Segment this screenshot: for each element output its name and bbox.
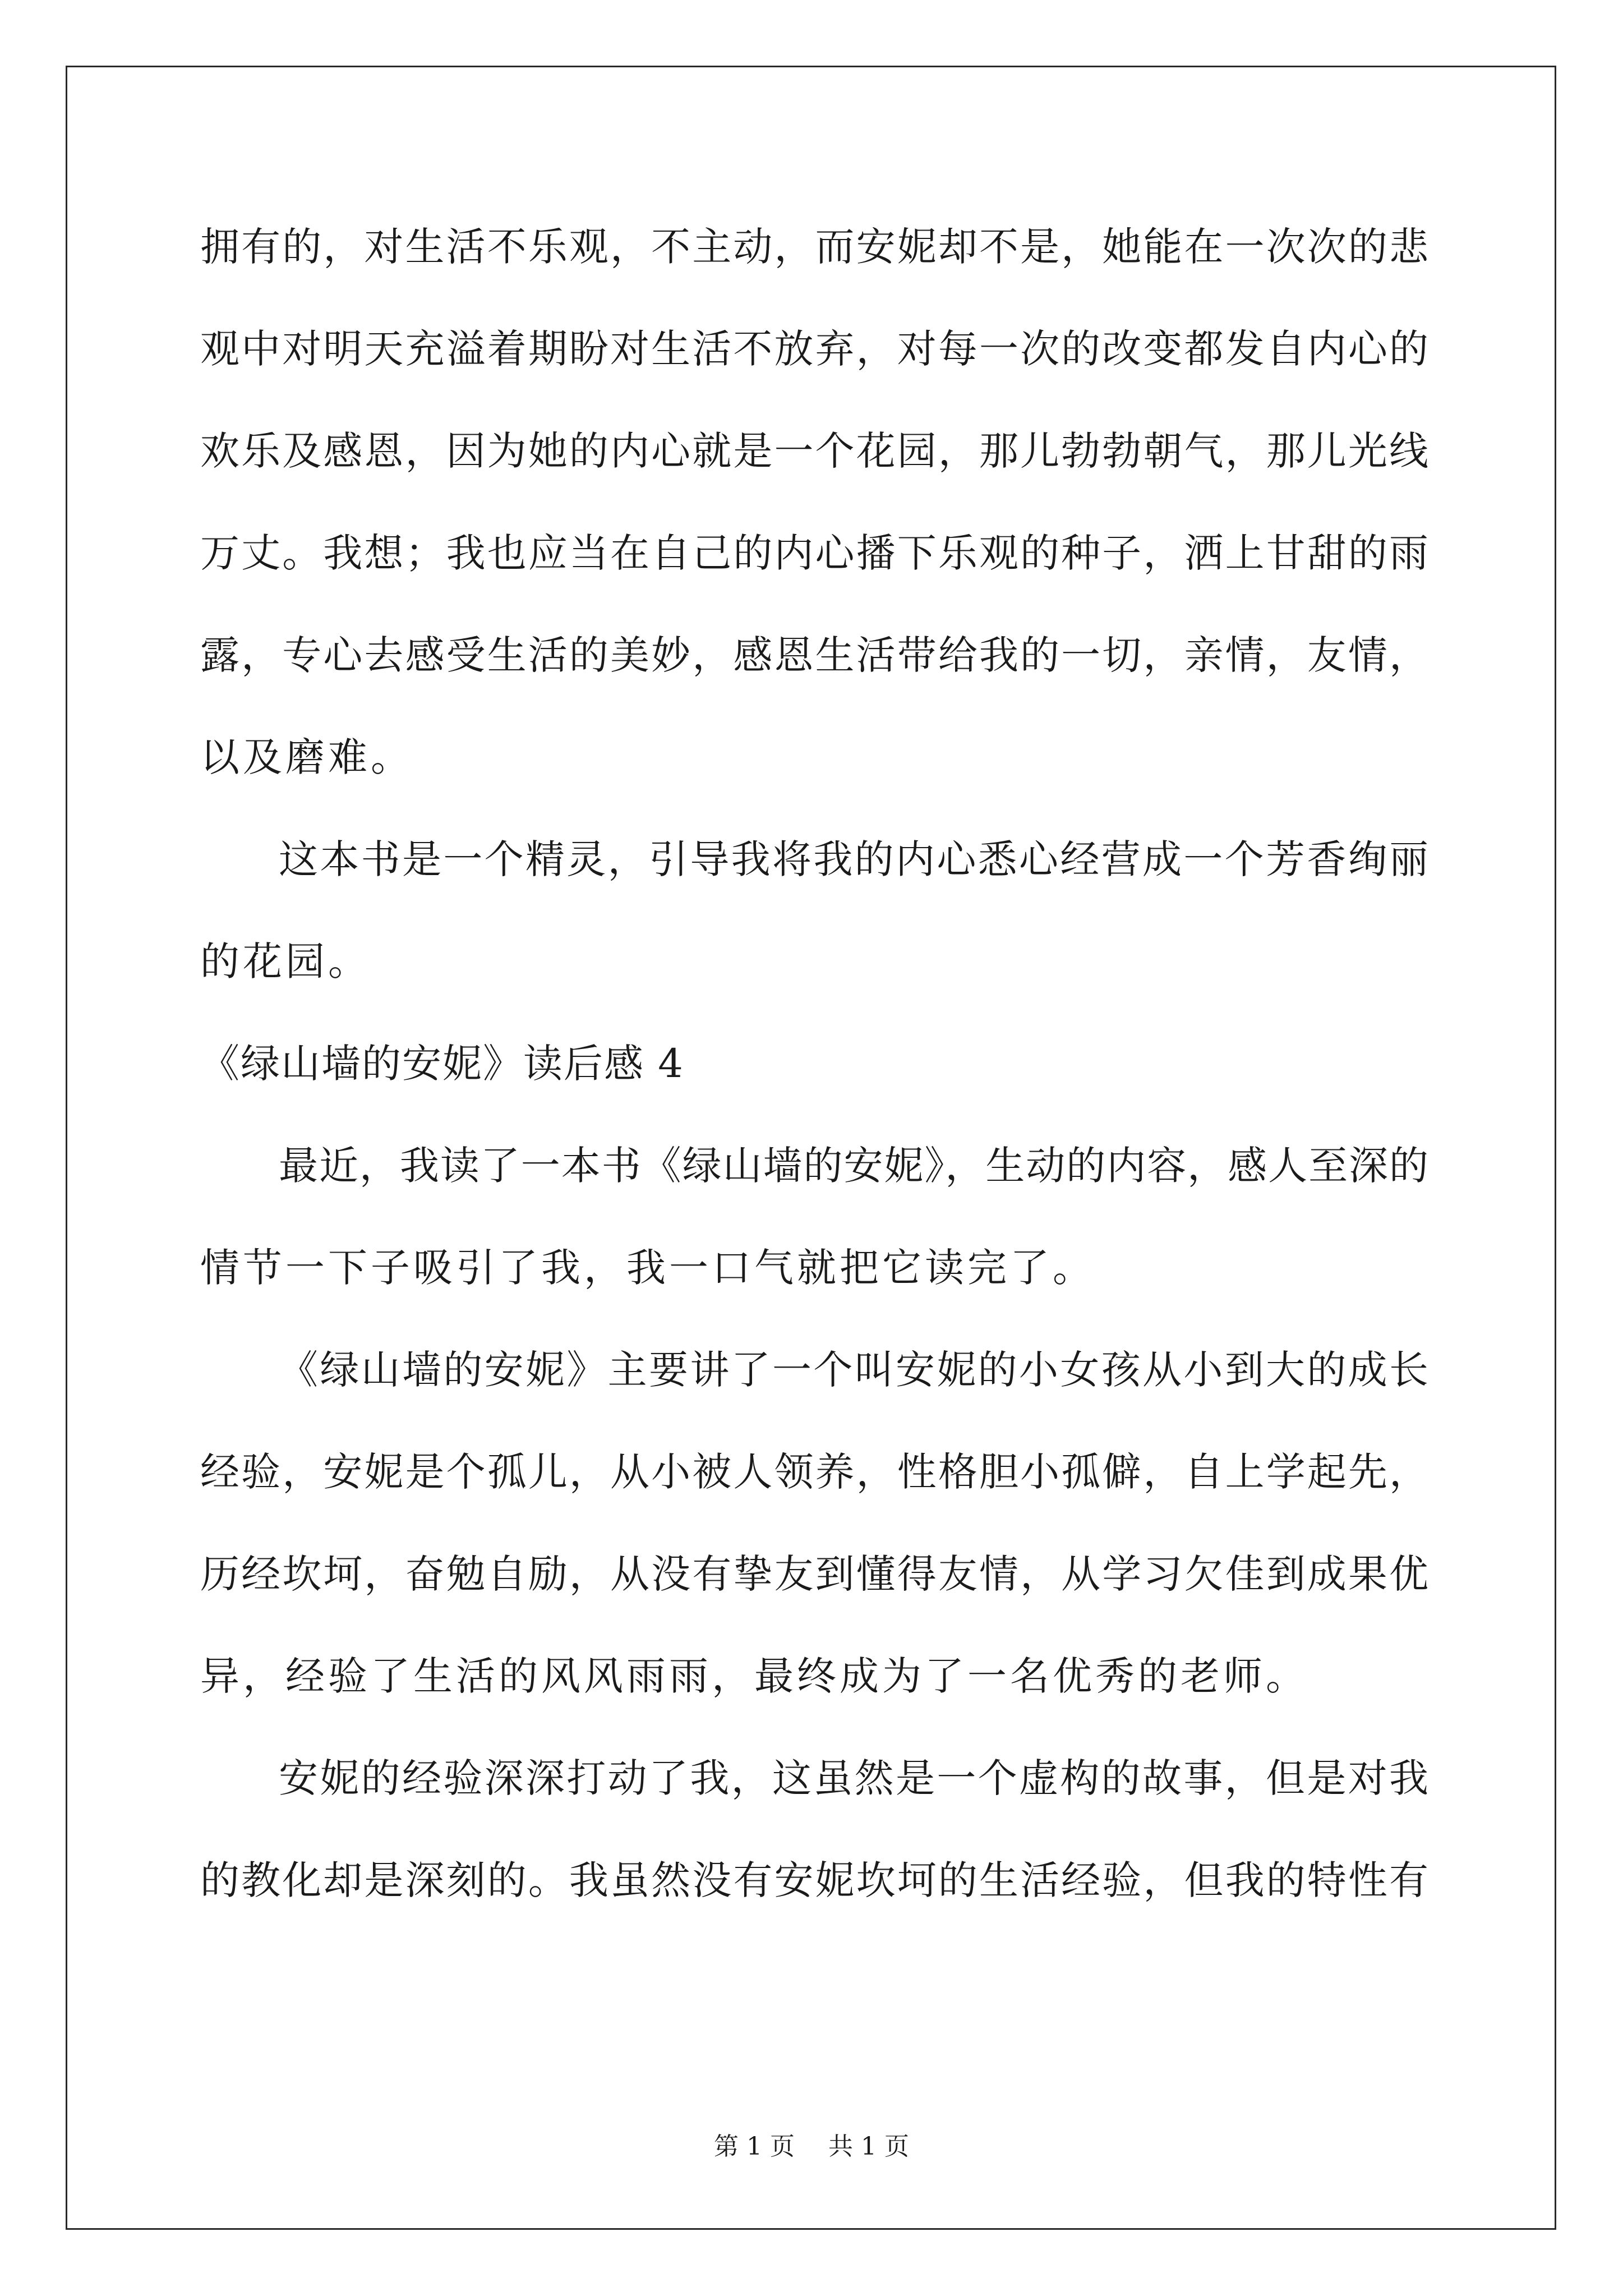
body-line-2: 观中对明天充溢着期盼对生活不放弃，对每一次的改变都发自内心的	[200, 326, 1428, 372]
page-total: 共 1 页	[828, 2132, 909, 2161]
body-line-8: 的花园。	[200, 938, 371, 984]
body-line-12: 经验，安妮是个孤儿，从小被人领养，性格胆小孤僻，自上学起先，	[200, 1449, 1428, 1495]
body-line-3: 欢乐及感恩，因为她的内心就是一个花园，那儿勃勃朝气，那儿光线	[200, 428, 1428, 474]
body-line-5: 露，专心去感受生活的美妙，感恩生活带给我的一切，亲情，友情，	[200, 632, 1428, 678]
body-line-13: 历经坎坷，奋勉自励，从没有挚友到懂得友情，从学习欠佳到成果优	[200, 1551, 1428, 1597]
section-heading: 《绿山墙的安妮》读后感 4	[200, 1041, 684, 1087]
body-line-15: 安妮的经验深深打动了我，这虽然是一个虚构的故事，但是对我	[279, 1755, 1428, 1801]
body-line-10: 情节一下子吸引了我，我一口气就把它读完了。	[200, 1245, 1095, 1291]
body-line-9: 最近，我读了一本书《绿山墙的安妮》，生动的内容，感人至深的	[279, 1143, 1428, 1189]
body-line-7: 这本书是一个精灵，引导我将我的内心悉心经营成一个芳香绚丽	[279, 836, 1428, 882]
body-line-14: 异，经验了生活的风风雨雨，最终成为了一名优秀的老师。	[200, 1653, 1308, 1699]
page-footer	[0, 2134, 1623, 2159]
body-line-1: 拥有的，对生活不乐观，不主动，而安妮却不是，她能在一次次的悲	[200, 224, 1428, 270]
body-line-6: 以及磨难。	[200, 734, 413, 780]
page-number: 第 1 页	[714, 2132, 795, 2161]
body-line-4: 万丈。我想；我也应当在自己的内心播下乐观的种子，洒上甘甜的雨	[200, 530, 1428, 576]
body-line-16: 的教化却是深刻的。我虽然没有安妮坎坷的生活经验，但我的特性有	[200, 1857, 1428, 1903]
body-line-11: 《绿山墙的安妮》主要讲了一个叫安妮的小女孩从小到大的成长	[279, 1347, 1428, 1393]
